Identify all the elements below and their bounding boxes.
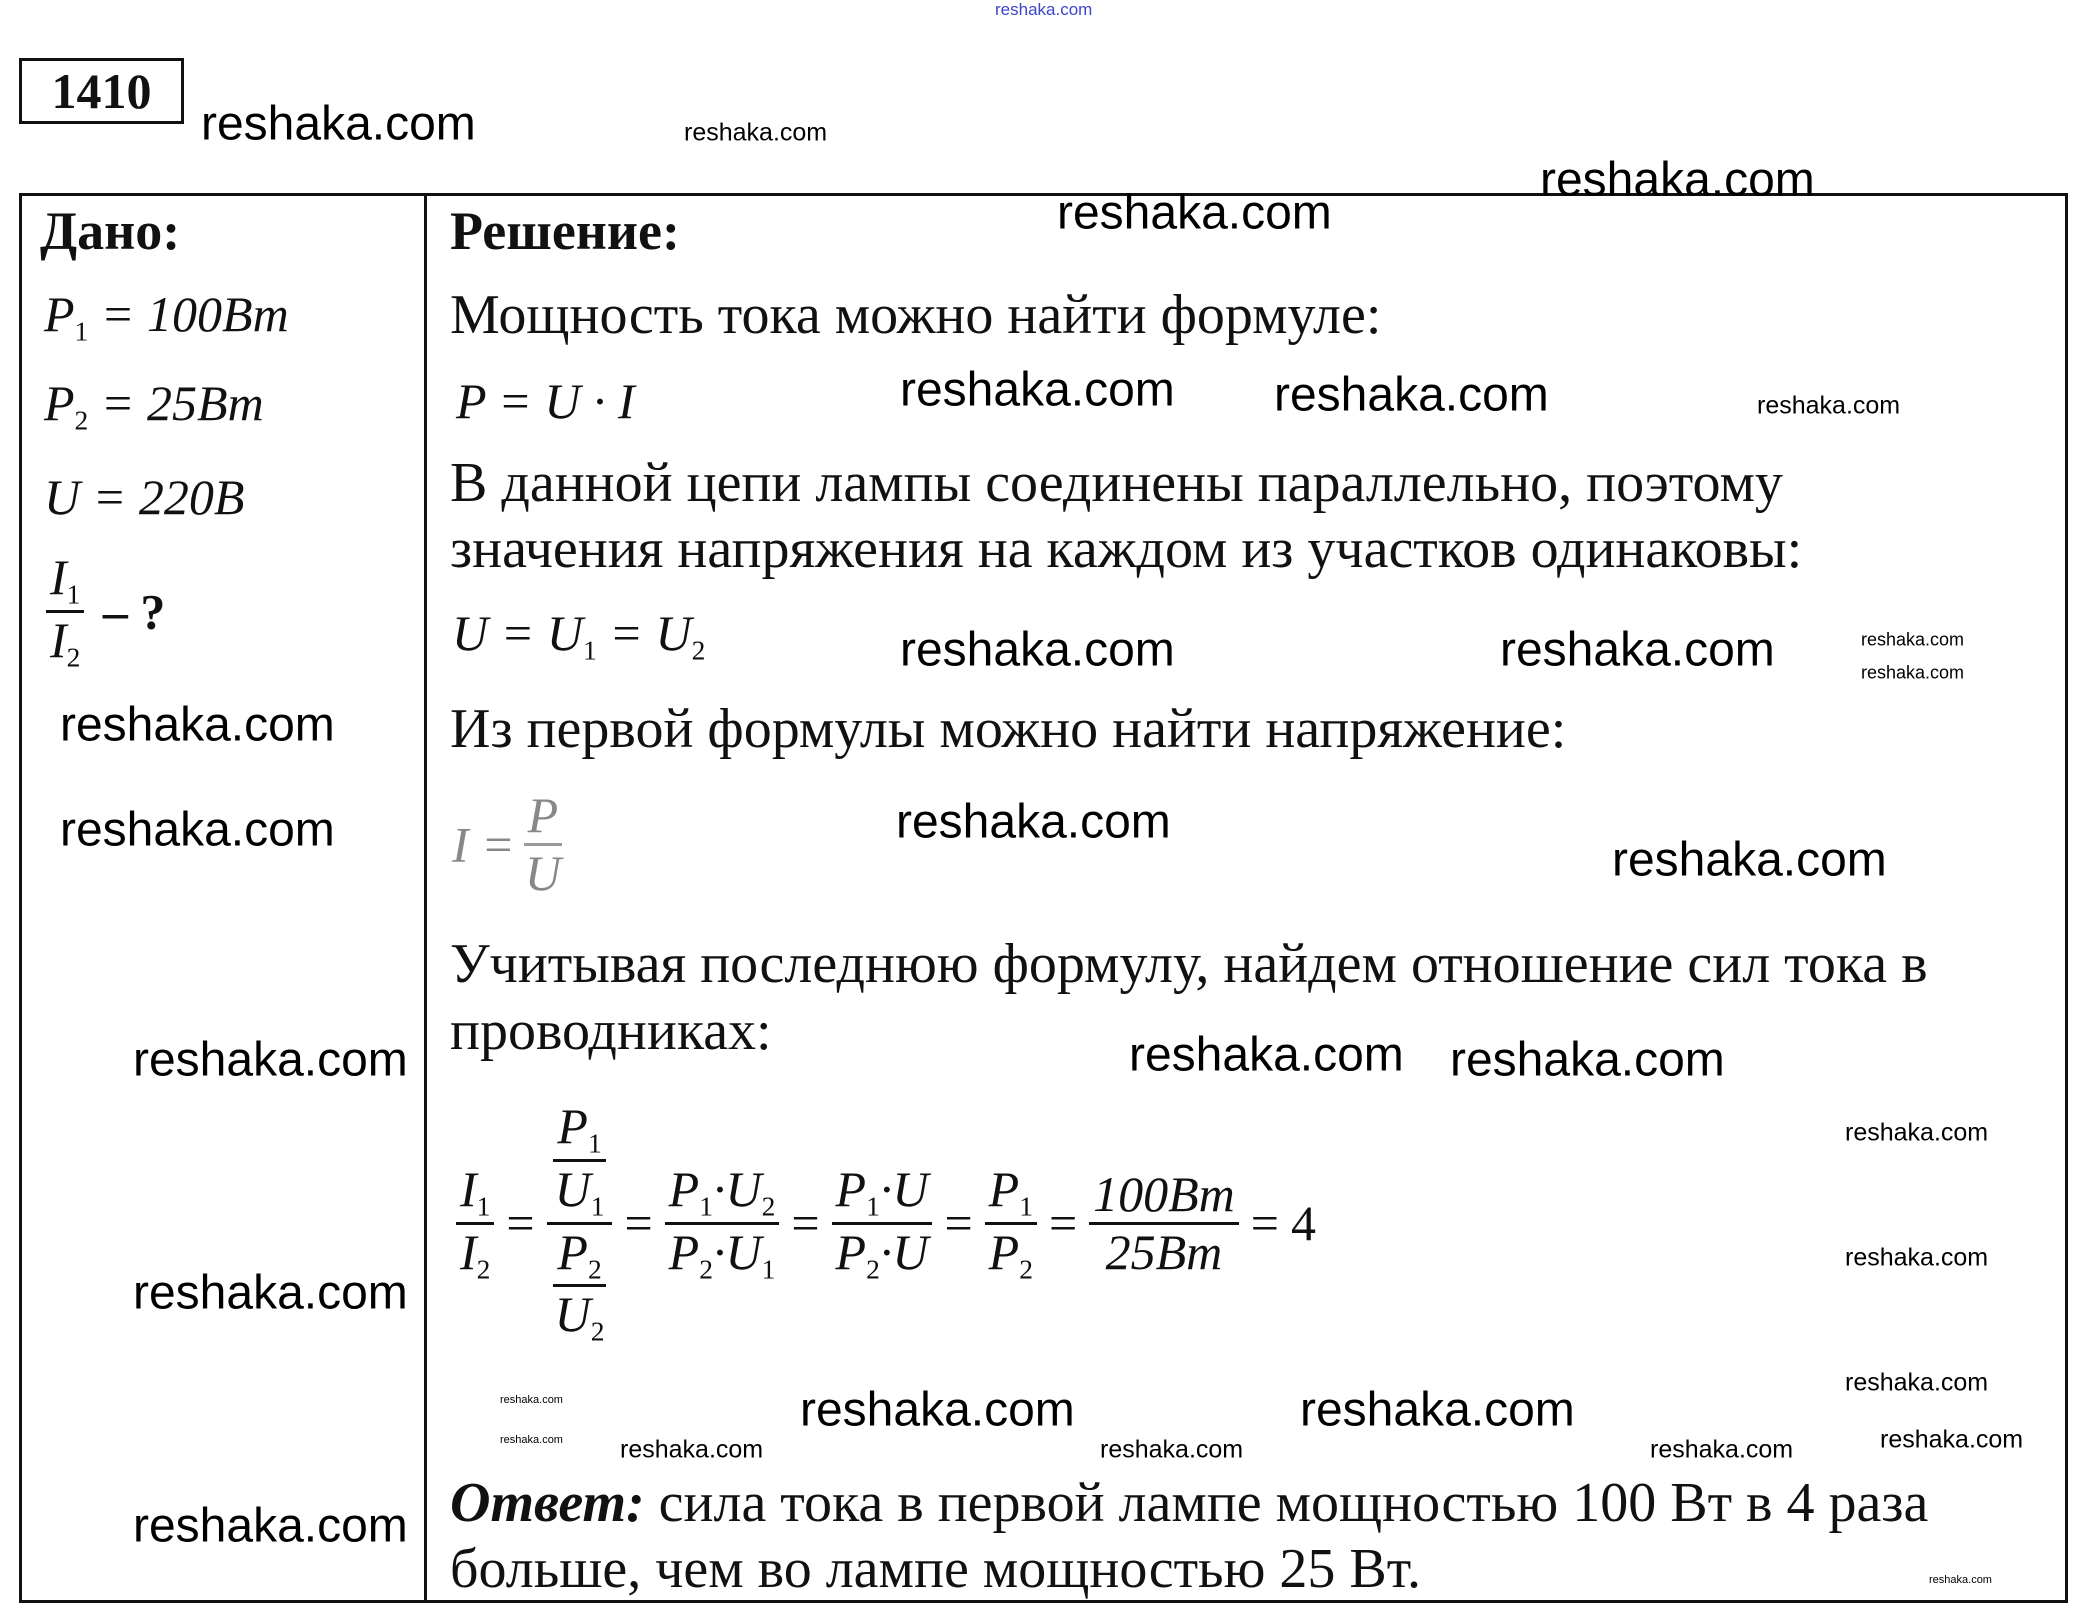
watermark: reshaka.com bbox=[900, 623, 1175, 677]
watermark: reshaka.com bbox=[60, 803, 335, 857]
solution-text: Мощность тока можно найти формуле: bbox=[450, 284, 1382, 346]
watermark: reshaka.com bbox=[995, 0, 1093, 19]
solution-text: проводниках: bbox=[450, 1000, 772, 1062]
equals-sign: = bbox=[944, 1195, 973, 1251]
answer-label: Ответ: bbox=[450, 1472, 645, 1534]
watermark: reshaka.com bbox=[1129, 1028, 1404, 1082]
fraction-numerator: $P_1$ bbox=[553, 1099, 605, 1162]
watermark: reshaka.com bbox=[201, 97, 476, 151]
watermark: reshaka.com bbox=[133, 1266, 408, 1320]
equals-sign: = bbox=[624, 1195, 653, 1251]
formula-current bbox=[452, 788, 571, 901]
problem-number: 1410 bbox=[19, 58, 184, 124]
watermark: reshaka.com bbox=[1845, 1368, 1989, 1397]
fraction-denominator: 25Bm bbox=[1105, 1223, 1223, 1280]
answer-text: больше, чем во лампе мощностью 25 Вт. bbox=[450, 1538, 1422, 1600]
fraction-denominator: $P_2\cdot U$ bbox=[835, 1223, 929, 1285]
fraction-numerator: $P_1$ bbox=[985, 1162, 1037, 1225]
given-unknown bbox=[40, 550, 165, 673]
watermark: reshaka.com bbox=[620, 1435, 764, 1464]
fraction-numerator: $P_1\cdot U_2$ bbox=[665, 1162, 780, 1225]
watermark: reshaka.com bbox=[1757, 391, 1901, 420]
solution-text: значения напряжения на каждом из участков одинаковы: bbox=[450, 518, 1803, 580]
watermark: reshaka.com bbox=[1861, 662, 1965, 683]
watermark: reshaka.com bbox=[900, 363, 1175, 417]
given-heading: Дано: bbox=[40, 201, 181, 261]
watermark: reshaka.com bbox=[500, 1394, 563, 1406]
answer-text: сила тока в первой лампе мощностью 100 Вт в 4 раза bbox=[644, 1472, 1929, 1534]
watermark: reshaka.com bbox=[1612, 833, 1887, 887]
watermark: reshaka.com bbox=[133, 1499, 408, 1553]
ratio-denominator: $I_2$ bbox=[50, 611, 81, 673]
solution-heading: Решение: bbox=[450, 201, 680, 261]
watermark: reshaka.com bbox=[1929, 1574, 1992, 1586]
fraction-denominator: U bbox=[524, 845, 561, 901]
watermark: reshaka.com bbox=[1845, 1118, 1989, 1147]
fraction-denominator: $U_2$ bbox=[554, 1286, 605, 1347]
formula-voltage: $U = U_1 = U_2$ bbox=[452, 605, 706, 666]
fraction-numerator: P bbox=[524, 788, 563, 846]
column-divider bbox=[424, 193, 427, 1600]
fraction-denominator: $I_2$ bbox=[460, 1223, 491, 1285]
watermark: reshaka.com bbox=[1300, 1383, 1575, 1437]
answer bbox=[450, 1473, 1928, 1533]
solution-text: В данной цепи лампы соединены параллельно, поэтому bbox=[450, 452, 1783, 514]
watermark: reshaka.com bbox=[1450, 1033, 1725, 1087]
fraction-numerator: $P_1\cdot U$ bbox=[832, 1162, 933, 1225]
watermark: reshaka.com bbox=[1274, 368, 1549, 422]
watermark: reshaka.com bbox=[1100, 1435, 1244, 1464]
fraction-numerator: 100Bm bbox=[1089, 1167, 1239, 1225]
given-p2: $P_2 = 25Bm$ bbox=[44, 375, 264, 436]
formula-current-lhs: I = bbox=[452, 816, 515, 873]
fraction-numerator: $P_2$ bbox=[553, 1225, 605, 1288]
fraction-denominator: $P_2$ bbox=[988, 1223, 1033, 1285]
equals-sign: = bbox=[506, 1195, 535, 1251]
watermark: reshaka.com bbox=[800, 1383, 1075, 1437]
watermark: reshaka.com bbox=[896, 795, 1171, 849]
given-u: U = 220B bbox=[44, 469, 245, 525]
watermark: reshaka.com bbox=[1650, 1435, 1794, 1464]
watermark: reshaka.com bbox=[1861, 629, 1965, 650]
watermark: reshaka.com bbox=[60, 698, 335, 752]
solution-text: Учитывая последнюю формулу, найдем отношение сил тока в bbox=[450, 933, 1928, 995]
equals-sign: = bbox=[791, 1195, 820, 1251]
solution-text: Из первой формулы можно найти напряжение: bbox=[450, 698, 1567, 760]
fraction-denominator: $U_1$ bbox=[554, 1160, 605, 1222]
fraction-denominator: $P_2\cdot U_1$ bbox=[668, 1223, 776, 1285]
given-p1: $P_1 = 100Bm$ bbox=[44, 286, 289, 347]
equals-sign: = bbox=[1048, 1195, 1078, 1251]
watermark: reshaka.com bbox=[1845, 1243, 1989, 1272]
formula-ratio bbox=[450, 1088, 1322, 1358]
unknown-mark: – ? bbox=[102, 583, 166, 640]
fraction-numerator: $I_1$ bbox=[456, 1162, 494, 1225]
ratio-numerator: $I_1$ bbox=[46, 550, 84, 613]
watermark: reshaka.com bbox=[133, 1033, 408, 1087]
watermark: reshaka.com bbox=[500, 1434, 563, 1446]
equals-sign: = bbox=[1250, 1195, 1279, 1251]
compound-fraction bbox=[547, 1099, 613, 1348]
formula-power: P = U · I bbox=[456, 373, 635, 429]
watermark: reshaka.com bbox=[1540, 153, 1815, 207]
watermark: reshaka.com bbox=[684, 118, 828, 147]
watermark: reshaka.com bbox=[1500, 623, 1775, 677]
watermark: reshaka.com bbox=[1057, 186, 1332, 240]
ratio-result: 4 bbox=[1291, 1195, 1316, 1251]
watermark: reshaka.com bbox=[1880, 1425, 2024, 1454]
